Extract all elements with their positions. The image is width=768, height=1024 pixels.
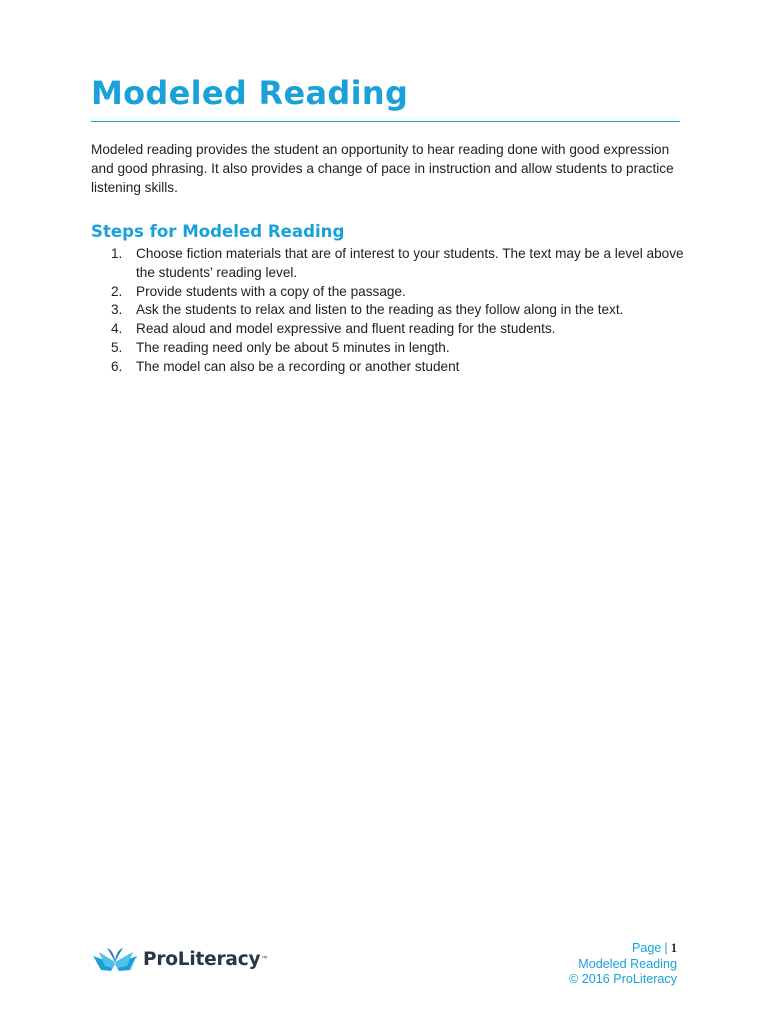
step-text: Ask the students to relax and listen to the reading as they follow along in the text. [136,302,624,318]
step-text: The reading need only be about 5 minutes in length. [136,339,450,355]
steps-heading: Steps for Modeled Reading [91,222,345,241]
page-label: Page [632,941,662,955]
step-item [91,283,691,302]
step-number: 3. [111,302,123,318]
step-text: Provide students with a copy of the passage. [136,283,406,299]
step-number: 4. [111,321,123,337]
page-indicator [569,941,677,957]
footer-info [569,941,677,988]
step-item [91,301,691,320]
logo-wordmark: ProLiteracy [143,948,261,970]
footer-copyright: © 2016 ProLiteracy [569,972,677,986]
step-text: Read aloud and model expressive and fluent reading for the students. [136,321,556,337]
proliteracy-logo [91,943,267,975]
step-number: 1. [111,246,123,261]
footer-doc-name: Modeled Reading [578,956,677,971]
step-item [91,320,691,339]
step-text: Choose fiction materials that are of interest to your students. The text may be a level above the students’ reading level. [136,246,684,280]
document-title: Modeled Reading [91,74,409,112]
steps-list [91,245,691,377]
step-text: The model can also be a recording or another student [136,358,460,374]
intro-paragraph: Modeled reading provides the student an opportunity to hear reading done with good expression and good phrasing. It also provides a change of pace in instruction and allow students to practice listening skills. [91,142,674,195]
title-divider [91,121,680,122]
step-item [91,339,691,358]
page-separator: | [664,941,668,955]
step-number: 5. [111,339,123,355]
step-item [91,245,691,283]
page-number: 1 [670,941,677,955]
step-number: 6. [111,358,123,374]
open-book-logo-icon [91,944,139,974]
step-item [91,358,691,377]
logo-trademark: ™ [261,956,268,962]
step-number: 2. [111,283,123,299]
